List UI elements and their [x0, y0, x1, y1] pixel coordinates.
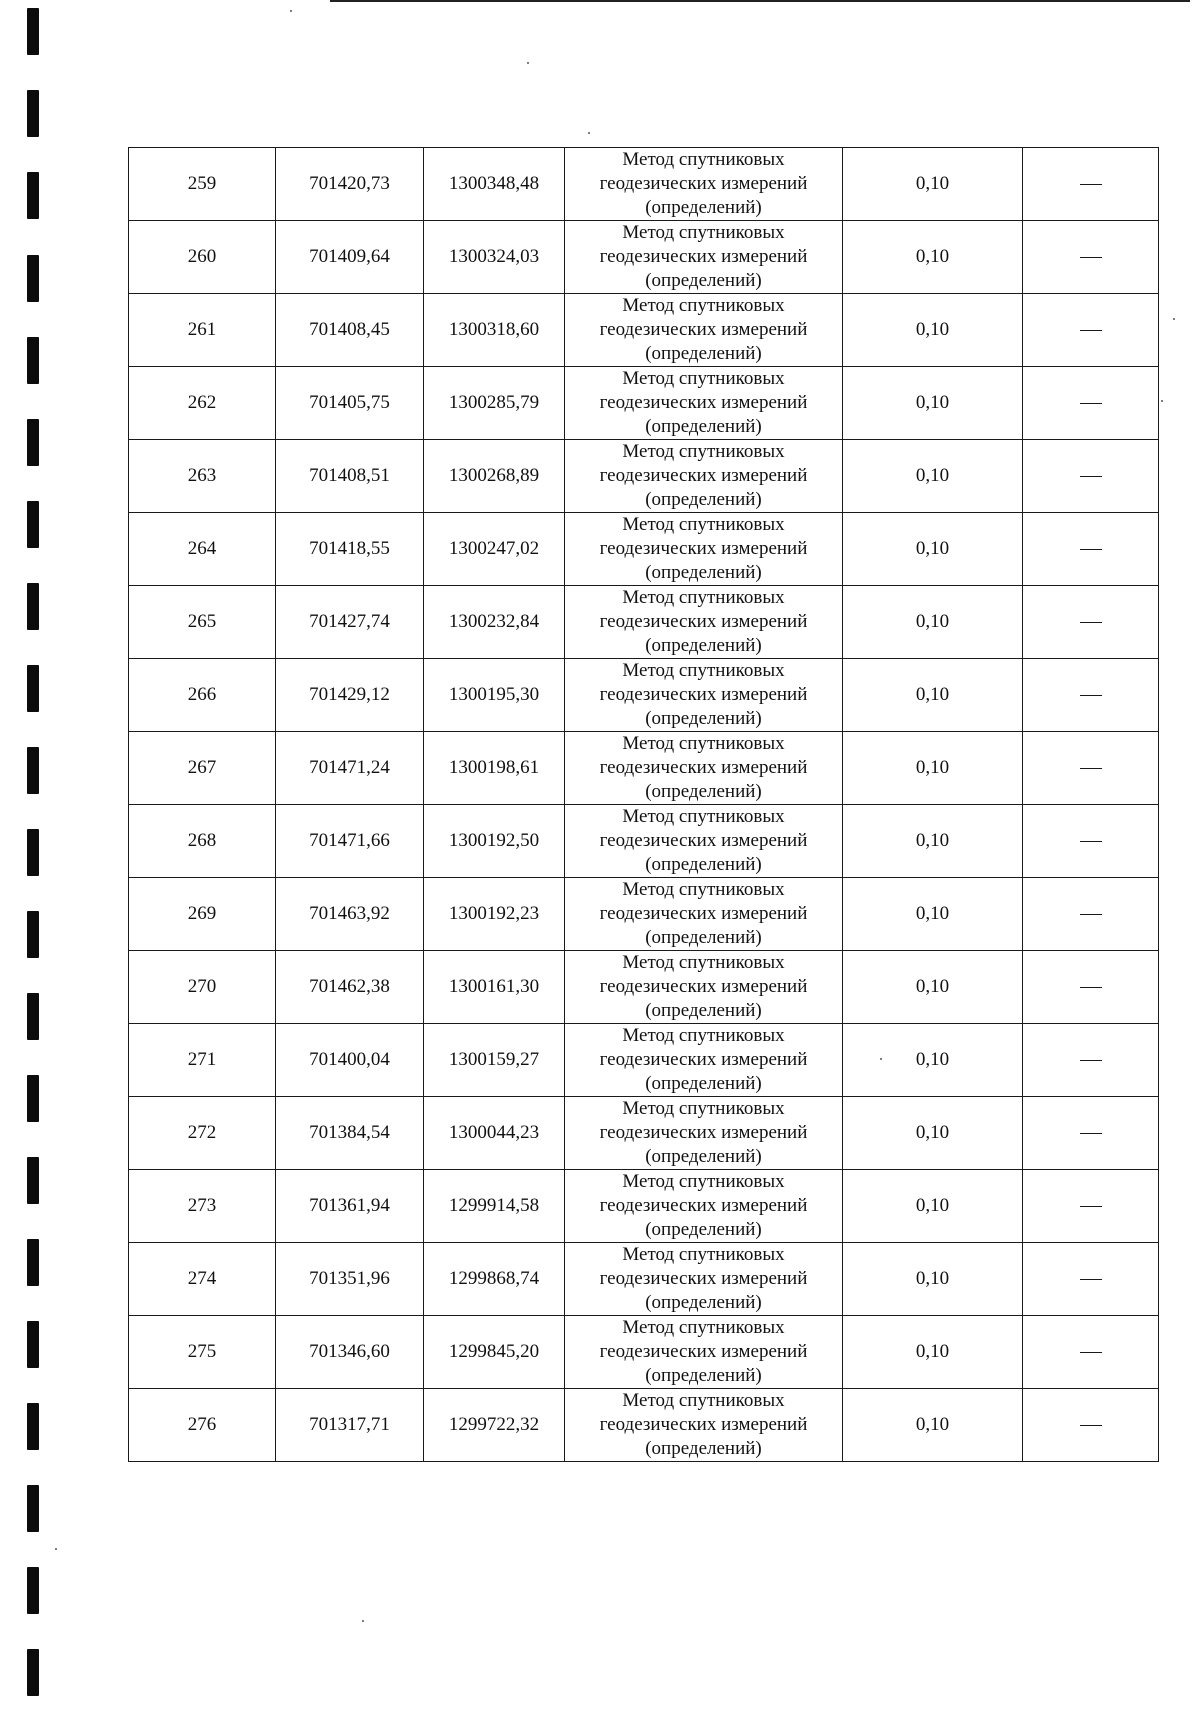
- accuracy-cell: 0,10: [843, 732, 1023, 805]
- binding-hole-mark: [27, 1485, 39, 1532]
- method-line: геодезических измерений: [599, 830, 808, 851]
- note-cell: [1023, 1097, 1159, 1170]
- x-coordinate-cell: 701420,73: [276, 148, 424, 221]
- accuracy-cell: 0,10: [843, 367, 1023, 440]
- method-line: Метод спутниковых: [622, 1390, 785, 1411]
- y-coordinate-cell: 1300324,03: [424, 221, 565, 294]
- x-coordinate-cell: 701471,24: [276, 732, 424, 805]
- method-line: (определений): [645, 1365, 762, 1386]
- accuracy-cell: 0,10: [843, 659, 1023, 732]
- method-cell: [565, 513, 843, 586]
- method-line: (определений): [645, 854, 762, 875]
- method-line: Метод спутниковых: [622, 1171, 785, 1192]
- table-row: [129, 1024, 1159, 1097]
- method-line: геодезических измерений: [599, 611, 808, 632]
- x-coordinate-cell: 701471,66: [276, 805, 424, 878]
- method-cell: [565, 1316, 843, 1389]
- method-line: Метод спутниковых: [622, 222, 785, 243]
- dash-mark: [1080, 841, 1102, 842]
- x-coordinate-cell: 701408,45: [276, 294, 424, 367]
- method-cell: [565, 367, 843, 440]
- point-number-cell: 267: [129, 732, 276, 805]
- table-row: [129, 659, 1159, 732]
- method-line: Метод спутниковых: [622, 368, 785, 389]
- y-coordinate-cell: 1299722,32: [424, 1389, 565, 1462]
- x-coordinate-cell: 701317,71: [276, 1389, 424, 1462]
- method-line: Метод спутниковых: [622, 1244, 785, 1265]
- dash-mark: [1080, 403, 1102, 404]
- method-line: геодезических измерений: [599, 1122, 808, 1143]
- point-number-cell: 260: [129, 221, 276, 294]
- dash-mark: [1080, 330, 1102, 331]
- point-number-cell: 270: [129, 951, 276, 1024]
- note-cell: [1023, 221, 1159, 294]
- method-line: геодезических измерений: [599, 465, 808, 486]
- note-cell: [1023, 659, 1159, 732]
- dash-mark: [1080, 987, 1102, 988]
- accuracy-cell: 0,10: [843, 1170, 1023, 1243]
- method-line: (определений): [645, 1438, 762, 1459]
- table-row: [129, 440, 1159, 513]
- accuracy-cell: 0,10: [843, 805, 1023, 878]
- method-line: геодезических измерений: [599, 1414, 808, 1435]
- method-cell: [565, 1389, 843, 1462]
- x-coordinate-cell: 701418,55: [276, 513, 424, 586]
- method-line: Метод спутниковых: [622, 952, 785, 973]
- method-line: геодезических измерений: [599, 1268, 808, 1289]
- point-number-cell: 268: [129, 805, 276, 878]
- y-coordinate-cell: 1300247,02: [424, 513, 565, 586]
- method-line: (определений): [645, 927, 762, 948]
- note-cell: [1023, 1316, 1159, 1389]
- x-coordinate-cell: 701405,75: [276, 367, 424, 440]
- dash-mark: [1080, 768, 1102, 769]
- binding-hole-mark: [27, 501, 39, 548]
- y-coordinate-cell: 1300192,23: [424, 878, 565, 951]
- method-line: геодезических измерений: [599, 173, 808, 194]
- binding-hole-mark: [27, 1239, 39, 1286]
- note-cell: [1023, 367, 1159, 440]
- method-line: (определений): [645, 1073, 762, 1094]
- table-row: [129, 586, 1159, 659]
- scan-speck: [1161, 400, 1163, 402]
- y-coordinate-cell: 1300159,27: [424, 1024, 565, 1097]
- method-line: геодезических измерений: [599, 757, 808, 778]
- method-line: геодезических измерений: [599, 1195, 808, 1216]
- table-row: [129, 1316, 1159, 1389]
- scan-speck: [55, 1548, 57, 1550]
- accuracy-cell: 0,10: [843, 951, 1023, 1024]
- method-line: Метод спутниковых: [622, 514, 785, 535]
- table-row: [129, 1097, 1159, 1170]
- x-coordinate-cell: 701361,94: [276, 1170, 424, 1243]
- x-coordinate-cell: 701400,04: [276, 1024, 424, 1097]
- binding-hole-mark: [27, 1403, 39, 1450]
- binding-hole-mark: [27, 1567, 39, 1614]
- y-coordinate-cell: 1299868,74: [424, 1243, 565, 1316]
- table-row: [129, 148, 1159, 221]
- scan-speck: [1173, 318, 1175, 320]
- method-line: (определений): [645, 270, 762, 291]
- dash-mark: [1080, 1352, 1102, 1353]
- point-number-cell: 275: [129, 1316, 276, 1389]
- table-row: [129, 878, 1159, 951]
- x-coordinate-cell: 701427,74: [276, 586, 424, 659]
- point-number-cell: 264: [129, 513, 276, 586]
- scan-speck: [588, 132, 590, 134]
- point-number-cell: 259: [129, 148, 276, 221]
- accuracy-cell: 0,10: [843, 878, 1023, 951]
- point-number-cell: 271: [129, 1024, 276, 1097]
- accuracy-cell: 0,10: [843, 1243, 1023, 1316]
- dash-mark: [1080, 1279, 1102, 1280]
- method-line: (определений): [645, 1219, 762, 1240]
- scan-speck: [290, 10, 292, 12]
- binding-hole-mark: [27, 8, 39, 55]
- table-row: [129, 513, 1159, 586]
- dash-mark: [1080, 257, 1102, 258]
- scan-speck: [527, 62, 529, 64]
- method-line: Метод спутниковых: [622, 733, 785, 754]
- method-line: Метод спутниковых: [622, 1317, 785, 1338]
- binding-hole-mark: [27, 172, 39, 219]
- binding-hole-mark: [27, 1649, 39, 1696]
- y-coordinate-cell: 1300268,89: [424, 440, 565, 513]
- binding-hole-mark: [27, 1157, 39, 1204]
- accuracy-cell: 0,10: [843, 294, 1023, 367]
- note-cell: [1023, 732, 1159, 805]
- dash-mark: [1080, 549, 1102, 550]
- dash-mark: [1080, 695, 1102, 696]
- scan-speck: [362, 1620, 364, 1622]
- point-number-cell: 273: [129, 1170, 276, 1243]
- note-cell: [1023, 805, 1159, 878]
- note-cell: [1023, 1389, 1159, 1462]
- y-coordinate-cell: 1300232,84: [424, 586, 565, 659]
- binding-hole-mark: [27, 419, 39, 466]
- method-cell: [565, 1024, 843, 1097]
- y-coordinate-cell: 1300161,30: [424, 951, 565, 1024]
- point-number-cell: 276: [129, 1389, 276, 1462]
- table-row: [129, 951, 1159, 1024]
- note-cell: [1023, 1170, 1159, 1243]
- dash-mark: [1080, 184, 1102, 185]
- y-coordinate-cell: 1300348,48: [424, 148, 565, 221]
- method-line: (определений): [645, 1000, 762, 1021]
- method-cell: [565, 732, 843, 805]
- x-coordinate-cell: 701409,64: [276, 221, 424, 294]
- binding-hole-mark: [27, 337, 39, 384]
- method-cell: [565, 951, 843, 1024]
- binding-hole-mark: [27, 1321, 39, 1368]
- method-cell: [565, 148, 843, 221]
- point-number-cell: 269: [129, 878, 276, 951]
- y-coordinate-cell: 1300044,23: [424, 1097, 565, 1170]
- x-coordinate-cell: 701463,92: [276, 878, 424, 951]
- note-cell: [1023, 440, 1159, 513]
- method-cell: [565, 294, 843, 367]
- note-cell: [1023, 1024, 1159, 1097]
- method-line: (определений): [645, 781, 762, 802]
- table-row: [129, 1389, 1159, 1462]
- method-line: (определений): [645, 1292, 762, 1313]
- method-line: геодезических измерений: [599, 1341, 808, 1362]
- method-line: геодезических измерений: [599, 246, 808, 267]
- method-line: (определений): [645, 343, 762, 364]
- accuracy-cell: 0,10: [843, 148, 1023, 221]
- method-line: (определений): [645, 562, 762, 583]
- accuracy-cell: 0,10: [843, 513, 1023, 586]
- table-row: [129, 294, 1159, 367]
- binding-hole-mark: [27, 583, 39, 630]
- note-cell: [1023, 878, 1159, 951]
- x-coordinate-cell: 701351,96: [276, 1243, 424, 1316]
- x-coordinate-cell: 701346,60: [276, 1316, 424, 1389]
- accuracy-cell: 0,10: [843, 586, 1023, 659]
- point-number-cell: 262: [129, 367, 276, 440]
- method-line: Метод спутниковых: [622, 879, 785, 900]
- x-coordinate-cell: 701408,51: [276, 440, 424, 513]
- table-row: [129, 221, 1159, 294]
- point-number-cell: 265: [129, 586, 276, 659]
- x-coordinate-cell: 701462,38: [276, 951, 424, 1024]
- method-cell: [565, 1170, 843, 1243]
- binding-hole-mark: [27, 911, 39, 958]
- table-row: [129, 1170, 1159, 1243]
- method-cell: [565, 586, 843, 659]
- method-line: (определений): [645, 416, 762, 437]
- accuracy-cell: 0,10: [843, 440, 1023, 513]
- method-line: геодезических измерений: [599, 392, 808, 413]
- binding-hole-mark: [27, 747, 39, 794]
- dash-mark: [1080, 914, 1102, 915]
- method-line: Метод спутниковых: [622, 1098, 785, 1119]
- method-line: Метод спутниковых: [622, 149, 785, 170]
- note-cell: [1023, 513, 1159, 586]
- y-coordinate-cell: 1300195,30: [424, 659, 565, 732]
- binding-hole-mark: [27, 993, 39, 1040]
- dash-mark: [1080, 476, 1102, 477]
- y-coordinate-cell: 1300192,50: [424, 805, 565, 878]
- point-number-cell: 263: [129, 440, 276, 513]
- method-line: Метод спутниковых: [622, 660, 785, 681]
- note-cell: [1023, 586, 1159, 659]
- point-number-cell: 274: [129, 1243, 276, 1316]
- method-cell: [565, 1097, 843, 1170]
- method-line: Метод спутниковых: [622, 806, 785, 827]
- binding-hole-mark: [27, 90, 39, 137]
- dash-mark: [1080, 622, 1102, 623]
- dash-mark: [1080, 1425, 1102, 1426]
- method-line: (определений): [645, 1146, 762, 1167]
- method-line: Метод спутниковых: [622, 1025, 785, 1046]
- point-number-cell: 266: [129, 659, 276, 732]
- method-cell: [565, 440, 843, 513]
- coordinates-table: [128, 147, 1159, 1462]
- x-coordinate-cell: 701429,12: [276, 659, 424, 732]
- scan-top-edge-line: [330, 0, 1190, 2]
- accuracy-cell: 0,10: [843, 1316, 1023, 1389]
- y-coordinate-cell: 1300318,60: [424, 294, 565, 367]
- dash-mark: [1080, 1206, 1102, 1207]
- y-coordinate-cell: 1300285,79: [424, 367, 565, 440]
- method-line: Метод спутниковых: [622, 441, 785, 462]
- method-cell: [565, 659, 843, 732]
- y-coordinate-cell: 1299845,20: [424, 1316, 565, 1389]
- method-cell: [565, 805, 843, 878]
- y-coordinate-cell: 1299914,58: [424, 1170, 565, 1243]
- dash-mark: [1080, 1060, 1102, 1061]
- binding-hole-mark: [27, 255, 39, 302]
- accuracy-cell: 0,10: [843, 221, 1023, 294]
- method-line: (определений): [645, 635, 762, 656]
- method-cell: [565, 878, 843, 951]
- y-coordinate-cell: 1300198,61: [424, 732, 565, 805]
- accuracy-cell: 0,10: [843, 1024, 1023, 1097]
- note-cell: [1023, 951, 1159, 1024]
- binding-hole-mark: [27, 1075, 39, 1122]
- method-line: (определений): [645, 708, 762, 729]
- method-line: Метод спутниковых: [622, 587, 785, 608]
- coordinates-table-body: [129, 148, 1159, 1462]
- point-number-cell: 272: [129, 1097, 276, 1170]
- table-row: [129, 732, 1159, 805]
- binding-hole-mark: [27, 829, 39, 876]
- note-cell: [1023, 1243, 1159, 1316]
- note-cell: [1023, 294, 1159, 367]
- method-line: (определений): [645, 489, 762, 510]
- method-line: геодезических измерений: [599, 976, 808, 997]
- table-row: [129, 1243, 1159, 1316]
- method-line: геодезических измерений: [599, 538, 808, 559]
- method-cell: [565, 221, 843, 294]
- method-line: геодезических измерений: [599, 319, 808, 340]
- accuracy-cell: 0,10: [843, 1097, 1023, 1170]
- table-row: [129, 367, 1159, 440]
- note-cell: [1023, 148, 1159, 221]
- binding-hole-mark: [27, 665, 39, 712]
- method-cell: [565, 1243, 843, 1316]
- method-line: геодезических измерений: [599, 1049, 808, 1070]
- table-row: [129, 805, 1159, 878]
- method-line: Метод спутниковых: [622, 295, 785, 316]
- method-line: геодезических измерений: [599, 684, 808, 705]
- accuracy-cell: 0,10: [843, 1389, 1023, 1462]
- x-coordinate-cell: 701384,54: [276, 1097, 424, 1170]
- dash-mark: [1080, 1133, 1102, 1134]
- point-number-cell: 261: [129, 294, 276, 367]
- method-line: (определений): [645, 197, 762, 218]
- method-line: геодезических измерений: [599, 903, 808, 924]
